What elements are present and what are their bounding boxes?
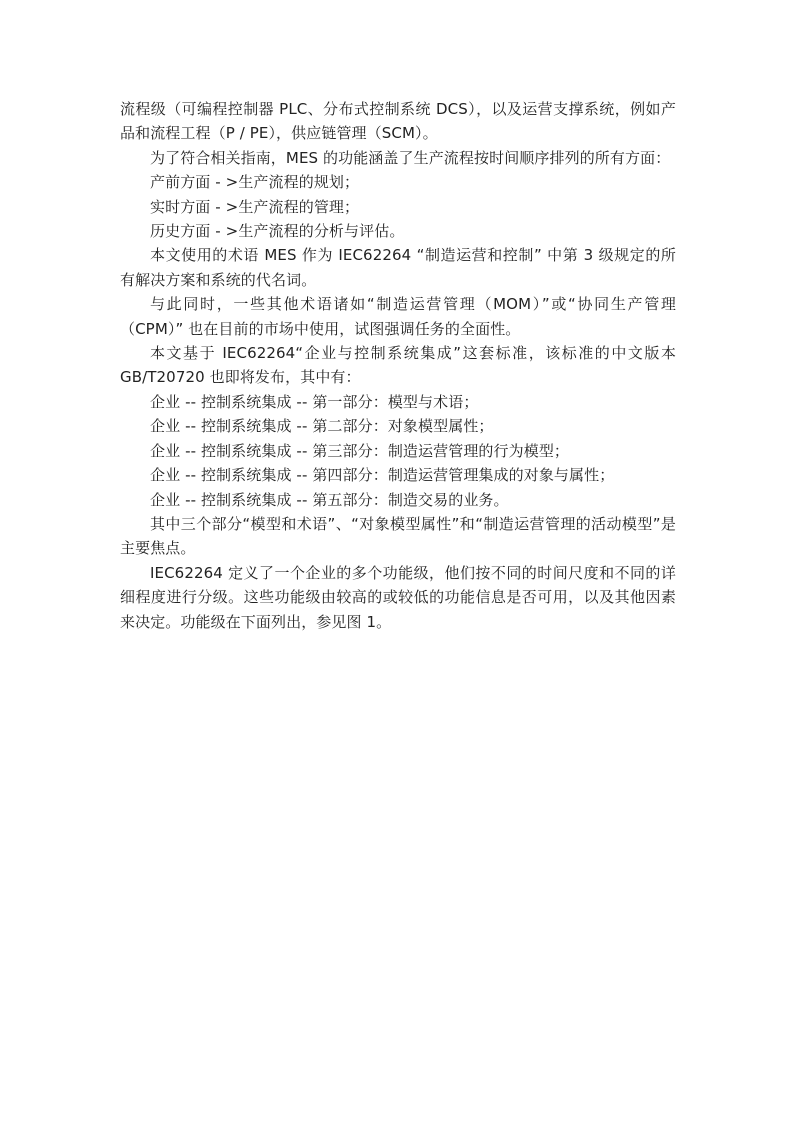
list-item-realtime: 实时方面 - >生产流程的管理； [150, 197, 360, 216]
list-item-historical: 历史方面 - >生产流程的分析与评估。 [150, 222, 405, 241]
list-item-part-5: 企业 -- 控制系统集成 -- 第五部分：制造交易的业务。 [150, 490, 509, 509]
paragraph-focus: 其中三个部分“模型和术语”、“对象模型属性”和“制造运营管理的活动模型”是主要焦点。 [120, 514, 676, 558]
paragraph-function-levels: IEC62264 定义了一个企业的多个功能级，他们按不同的时间尺度和不同的详细程度进行分级。这些功能级由较高的或较低的功能信息是否可用，以及其他因素来决定。功能级在下面列出，参见图 1。 [120, 563, 676, 631]
paragraph-process-level: 流程级（可编程控制器 PLC、分布式控制系统 DCS），以及运营支撑系统，例如产品和流程工程（P / PE），供应链管理（SCM）。 [120, 100, 676, 143]
paragraph-mes-functions: 为了符合相关指南，MES 的功能涵盖了生产流程按时间顺序排列的所有方面： [150, 148, 671, 167]
list-item-part-2: 企业 -- 控制系统集成 -- 第二部分：对象模型属性； [150, 417, 494, 436]
list-item-pre-production: 产前方面 - >生产流程的规划； [150, 173, 360, 192]
list-item-part-3: 企业 -- 控制系统集成 -- 第三部分：制造运营管理的行为模型； [150, 441, 570, 460]
list-item-part-1: 企业 -- 控制系统集成 -- 第一部分：模型与术语； [150, 392, 479, 411]
paragraph-other-terms: 与此同时，一些其他术语诸如“制造运营管理（MOM）”或“协同生产管理（CPM）” 也在目前的市场中使用，试图强调任务的全面性。 [120, 295, 676, 338]
paragraph-standard-basis: 本文基于 IEC62264“企业与控制系统集成”这套标准，该标准的中文版本 GB/T20720 也即将发布，其中有： [120, 344, 676, 387]
document-body [120, 97, 676, 634]
paragraph-mes-term: 本文使用的术语 MES 作为 IEC62264 “制造运营和控制” 中第 3 级规定的所有解决方案和系统的代名词。 [120, 246, 676, 289]
list-item-part-4: 企业 -- 控制系统集成 -- 第四部分：制造运营管理集成的对象与属性； [150, 466, 615, 485]
